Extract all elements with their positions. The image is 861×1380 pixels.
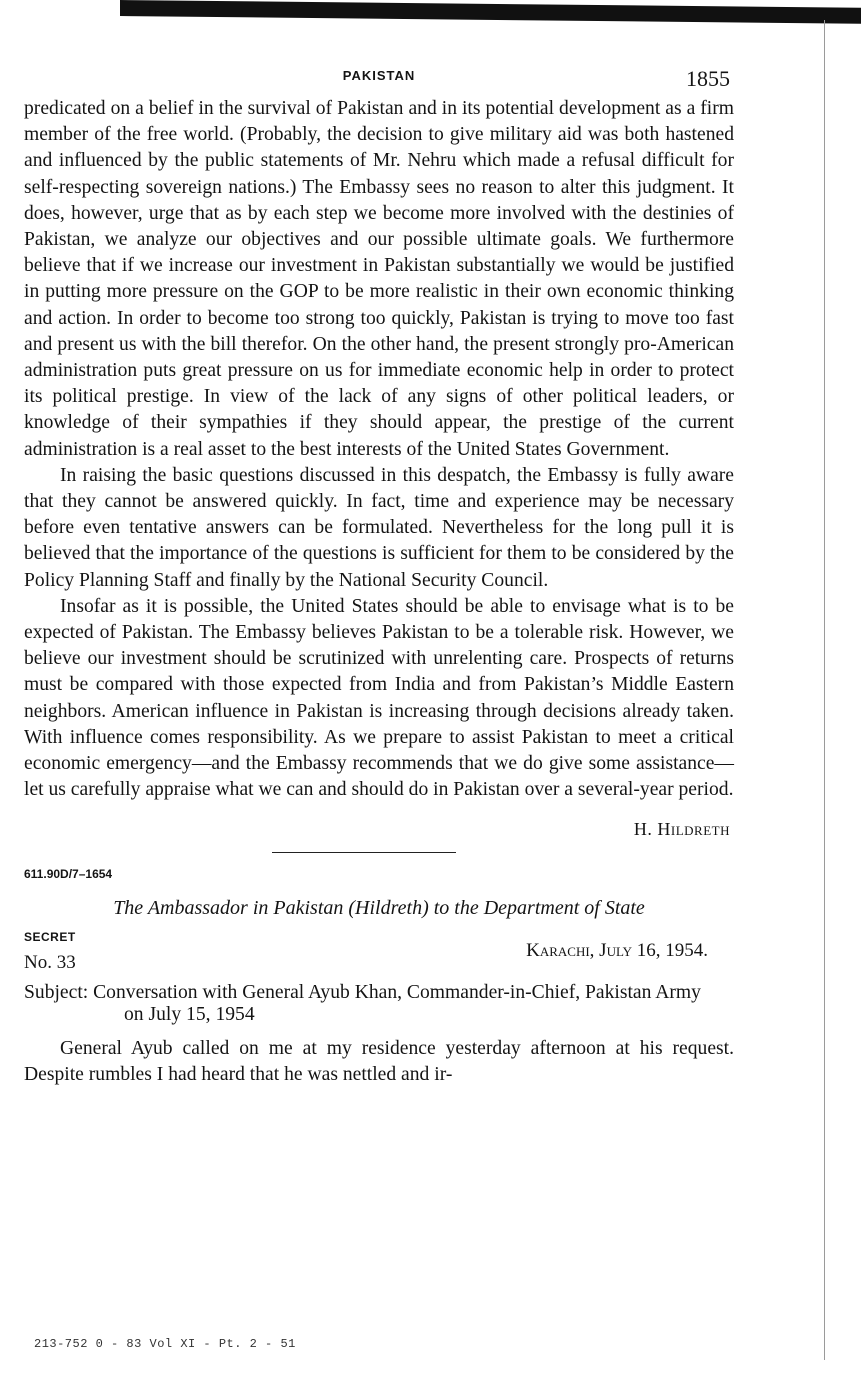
page-number: 1855 — [686, 66, 730, 91]
classification-label: SECRET — [24, 930, 76, 945]
document-title: The Ambassador in Pakistan (Hildreth) to the Department of State — [113, 897, 645, 920]
opening-paragraph: General Ayub called on me at my residence yesterday afternoon at his request. Despite rumbles I had heard that he was nettled and ir- — [24, 1038, 734, 1086]
print-code: 213-752 0 - 83 Vol XI - Pt. 2 - 51 — [34, 1337, 296, 1351]
subject-line: Subject: Conversation with General Ayub Khan, Commander-in-Chief, Pakistan Army on July 15, 1954 — [24, 982, 701, 1026]
scan-edge-shadow — [120, 0, 861, 24]
page-edge-line — [824, 20, 825, 1360]
despatch-number: No. 33 — [24, 952, 76, 974]
running-title: PAKISTAN — [342, 68, 416, 83]
signature: H. Hildreth — [633, 819, 730, 840]
body-text — [24, 96, 734, 803]
location-date: Karachi, July 16, 1954. — [526, 940, 708, 962]
paragraph: In raising the basic questions discussed in this despatch, the Embassy is fully aware that they cannot be answered quickly. In fact, time and experience may be necessary before even tentative answers can be formulated. Nevertheless for the long pull it is believed that the importance of the questions is sufficient for them to be considered by the Policy Planning Staff and finally by the National Security Council. — [24, 464, 734, 591]
document-meta — [24, 930, 734, 974]
document-page — [24, 62, 734, 1108]
file-number: 611.90D/7–1654 — [24, 867, 113, 882]
paragraph: Insofar as it is possible, the United States should be able to envisage what is to be expected of Pakistan. The Embassy believes Pakistan to be a tolerable risk. However, we believe our investment should be scrutinized with unrelenting care. Prospects of returns must be compared with those expected from India and from Pakistan’s Middle Eastern neighbors. American influence in Pakistan is increasing through decisions already taken. With influence comes responsibility. As we prepare to assist Pakistan to meet a critical economic emergency—and the Embassy recommends that we do give some assistance—let us carefully appraise what we can and should do in Pakistan over a several-year period. — [24, 595, 734, 801]
section-divider — [272, 852, 456, 853]
running-head — [24, 62, 734, 96]
paragraph-continued: predicated on a belief in the survival of Pakistan and in its potential development as a firm member of the free world. (Probably, the decision to give military aid was both hastened and influenced by the public statements of Mr. Nehru which made a refusal difficult for self-respecting sovereign nations.) The Embassy sees no reason to alter this judgment. It does, however, urge that as by each step we become more involved with the destinies of Pakistan, we analyze our objectives and our possible ultimate goals. We furthermore believe that if we increase our investment in Pakistan substantially we would be justified in putting more pressure on the GOP to be more realistic in their own economic thinking and action. In order to become too strong too quickly, Pakistan is trying to move too fast and present us with the bill therefor. On the other hand, the present strongly pro-American administration puts great pressure on us for immediate economic help in order to protect its political prestige. In view of the lack of any signs of other political leaders, or knowledge of their sympathies if they should appear, the prestige of the current administration is a real asset to the best interests of the United States Government. — [24, 98, 734, 460]
